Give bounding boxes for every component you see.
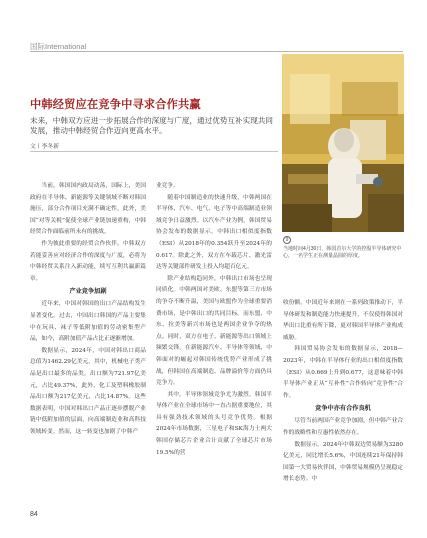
article-column-3: [283, 298, 403, 486]
page-number: 84: [30, 511, 38, 518]
body-paragraph: 除产业结构趋同外，中韩出口市场也呈现同质化。中韩两国对美欧、东盟等第三方市场的争夺不断升温，美国与欧盟作为全球重要消费市场，是中韩出口的共同目标。而东盟、中东、拉美等新兴市场也是两国企业争夺的热点。同时，双方在电子、新能源等出口领域上频繁交锋。在新能源汽车、半导体等领域，中韩面对的崛起对韩国传统优势产业形成了挑战，但韩国在高端制造、品牌溢价等方面仍具竞争力。: [156, 275, 272, 387]
body-paragraph: 近年来，中国对韩国的出口产品结构发生显著变化。过去，中国出口韩国的产品主要集中在玩具、袜子等低附加值的劳动密集型产品，如今，高附加值产品占比正逐渐增加。: [30, 301, 146, 343]
section-tag: 国际International: [30, 42, 87, 51]
body-paragraph: 尽管当前两国产业竞争加剧，但中韩产业合作的战略性和互惠性依然存在。: [283, 418, 403, 436]
photo-caption: 当地时间4月30日，韩国首尔大学的控股半导体研究中心，一名学生正在测量晶圆的厚度。: [283, 246, 402, 259]
body-paragraph: 作为彼此重要的经贸合作伙伴，中韩双方若能妥善应对经济合作的深度与广度，必将为中韩经贸关系注入新动能，续写互利共赢新篇章。: [30, 240, 146, 282]
article-column-1: [30, 181, 146, 438]
article-title: 中韩经贸应在竞争中寻求合作共赢: [30, 98, 201, 111]
body-paragraph: 韩国贸易协会发布的数据显示，2018—2023年，中韩在半导体行业的出口相似度指数（ESI）从0.669上升到0.677，这意味着中韩半导体产业正从“互补性”合作转向“竞争性”合作。: [283, 346, 403, 399]
body-paragraph: 其中，半导体领域竞争尤为激烈。韩国半导体产业在全球市场中一直占据重要地位，其具有强劲技术领域的头号竞争优势。根据2024年市场数据，三星电子和SK海力士两大韩国存储芯片企业合计贡献了全球芯片市场19.5%的营: [156, 391, 272, 456]
body-paragraph: 收份额。中国近年来则在一系列政策推动下，半导体研发和制造能力快速提升，不仅使得韩国对华出口比重有所下降，更对韩国半导体产业构成威胁。: [283, 300, 403, 341]
photo-caption-marker: 9: [283, 236, 291, 244]
section-heading: 竞争中亦有合作良机: [315, 405, 371, 413]
section-heading: 产业竞争加剧: [69, 288, 107, 296]
article-column-2: [156, 181, 272, 459]
body-paragraph: 数据显示，2024年中韩双边贸易额为3280亿美元，同比增长5.6%，中国连续21年保持韩国第一大贸易伙伴国，中韩贸易规模仍呈现稳定增长态势。中: [283, 441, 403, 483]
body-paragraph: 数据显示，2024年，中国对韩出口商品总值为1462.29亿美元，其中，机械电子类产品是出口最多的品类，出口额为721.97亿美元，占比49.37%，此外，化工及塑料橡胶制品出口额为217亿美元，占比14.87%。这些数据表明，中国对韩出口产品正逐步摆脱产业链中低附加值的层面，向高端制造业和高科技领域转变。然而，这一转变也加剧了中韩产: [30, 347, 146, 435]
section-divider: [30, 51, 403, 52]
body-paragraph: 当前，韩国国内政局动荡，国际上，美国政府在半导体、新能源等关键领域不断对韩国施压，部分合作项目充满不确定性，此外，美国“对等关税”促使全球产业链加速重构，中韩经贸合作面临前所未有的挑战。: [30, 183, 146, 236]
lab-photo: [282, 54, 404, 232]
article-subtitle: 未来，中韩双方应进一步拓展合作的深度与广度，通过优势互补实现共同发展，推动中韩经贸合作迈向更高水平。: [30, 116, 273, 136]
body-paragraph: 随着中国制造业的快速升级，中韩两国在半导体、汽车、电气、电子等中高端制造业领域竞争日益激烈。以汽车产业为例，韩国贸易协会发布的数据显示，中韩出口相似度指数（ESI）从2018年的0.354跃升至2024年的0.617。除此之外，双方在车载芯片、激光雷达等关键部件研发上投入均超百亿元。: [156, 194, 272, 271]
article-byline: 文丨李冬新: [30, 144, 59, 150]
byline-divider: [30, 151, 278, 152]
body-paragraph: 业竞争。: [156, 183, 179, 189]
